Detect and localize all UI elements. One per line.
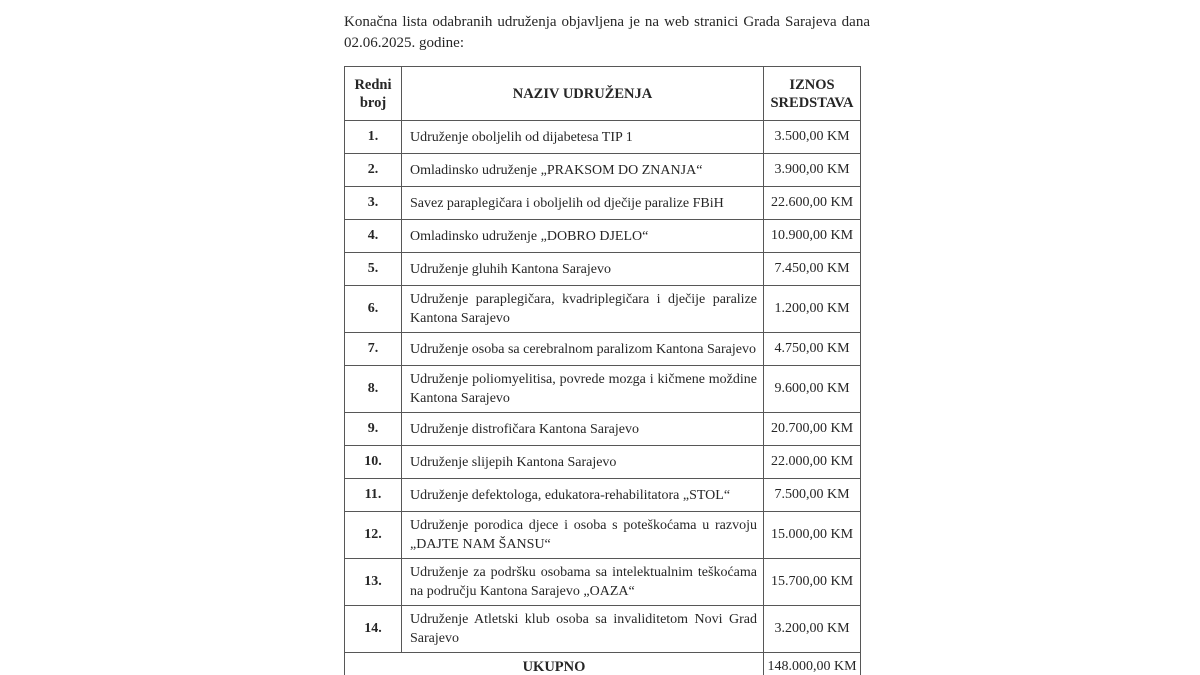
row-association-name: Udruženje za podršku osobama sa intelektualnim teškoćama na području Kantona Sarajevo „OAZA“ xyxy=(402,559,764,606)
row-association-name: Omladinsko udruženje „PRAKSOM DO ZNANJA“ xyxy=(402,154,764,187)
row-amount: 7.450,00 KM xyxy=(764,253,861,286)
row-number: 3. xyxy=(345,187,402,220)
table-row xyxy=(345,446,861,479)
table-row xyxy=(345,333,861,366)
row-number: 1. xyxy=(345,121,402,154)
table-header-row xyxy=(345,67,861,121)
intro-paragraph xyxy=(344,12,870,54)
column-header-naziv-udruzenja: NAZIV UDRUŽENJA xyxy=(402,67,764,121)
table-row xyxy=(345,512,861,559)
document-page xyxy=(344,12,870,675)
row-number: 4. xyxy=(345,220,402,253)
row-association-name: Omladinsko udruženje „DOBRO DJELO“ xyxy=(402,220,764,253)
table-row xyxy=(345,253,861,286)
row-association-name: Udruženje osoba sa cerebralnom paralizom Kantona Sarajevo xyxy=(402,333,764,366)
row-association-name: Udruženje Atletski klub osoba sa invaliditetom Novi Grad Sarajevo xyxy=(402,606,764,653)
table-row xyxy=(345,286,861,333)
row-amount: 4.750,00 KM xyxy=(764,333,861,366)
row-number: 9. xyxy=(345,413,402,446)
row-amount: 22.600,00 KM xyxy=(764,187,861,220)
table-row xyxy=(345,187,861,220)
row-amount: 15.000,00 KM xyxy=(764,512,861,559)
row-amount: 3.900,00 KM xyxy=(764,154,861,187)
row-association-name: Udruženje slijepih Kantona Sarajevo xyxy=(402,446,764,479)
table-row xyxy=(345,220,861,253)
row-amount: 3.200,00 KM xyxy=(764,606,861,653)
row-number: 6. xyxy=(345,286,402,333)
row-association-name: Udruženje paraplegičara, kvadriplegičara i dječije paralize Kantona Sarajevo xyxy=(402,286,764,333)
allocations-table xyxy=(344,66,861,675)
row-association-name: Udruženje defektologa, edukatora-rehabilitatora „STOL“ xyxy=(402,479,764,512)
row-number: 10. xyxy=(345,446,402,479)
row-amount: 20.700,00 KM xyxy=(764,413,861,446)
total-row xyxy=(345,653,861,675)
row-number: 7. xyxy=(345,333,402,366)
row-number: 2. xyxy=(345,154,402,187)
table-row xyxy=(345,413,861,446)
table-container xyxy=(344,66,870,675)
table-row xyxy=(345,479,861,512)
row-number: 12. xyxy=(345,512,402,559)
row-association-name: Udruženje gluhih Kantona Sarajevo xyxy=(402,253,764,286)
row-number: 5. xyxy=(345,253,402,286)
row-association-name: Udruženje porodica djece i osoba s poteškoćama u razvoju „DAJTE NAM ŠANSU“ xyxy=(402,512,764,559)
table-row xyxy=(345,121,861,154)
column-header-iznos-sredstava: IZNOS SREDSTAVA xyxy=(764,67,861,121)
row-association-name: Udruženje poliomyelitisa, povrede mozga i kičmene moždine Kantona Sarajevo xyxy=(402,366,764,413)
row-amount: 10.900,00 KM xyxy=(764,220,861,253)
table-row xyxy=(345,606,861,653)
row-amount: 3.500,00 KM xyxy=(764,121,861,154)
row-association-name: Udruženje oboljelih od dijabetesa TIP 1 xyxy=(402,121,764,154)
row-association-name: Savez paraplegičara i oboljelih od dječije paralize FBiH xyxy=(402,187,764,220)
total-label: UKUPNO xyxy=(345,653,764,675)
column-header-redni-broj: Redni broj xyxy=(345,67,402,121)
table-body xyxy=(345,121,861,653)
row-number: 11. xyxy=(345,479,402,512)
table-row xyxy=(345,559,861,606)
row-number: 8. xyxy=(345,366,402,413)
intro-line-1: Konačna lista odabranih udruženja objavljena je na web stranici Grada Sarajeva dana xyxy=(344,14,870,30)
table-row xyxy=(345,154,861,187)
intro-line-2: 02.06.2025. godine: xyxy=(344,35,464,51)
row-amount: 1.200,00 KM xyxy=(764,286,861,333)
row-amount: 9.600,00 KM xyxy=(764,366,861,413)
row-amount: 15.700,00 KM xyxy=(764,559,861,606)
row-number: 14. xyxy=(345,606,402,653)
row-amount: 22.000,00 KM xyxy=(764,446,861,479)
row-amount: 7.500,00 KM xyxy=(764,479,861,512)
total-amount: 148.000,00 KM xyxy=(764,653,861,675)
row-number: 13. xyxy=(345,559,402,606)
table-row xyxy=(345,366,861,413)
row-association-name: Udruženje distrofičara Kantona Sarajevo xyxy=(402,413,764,446)
